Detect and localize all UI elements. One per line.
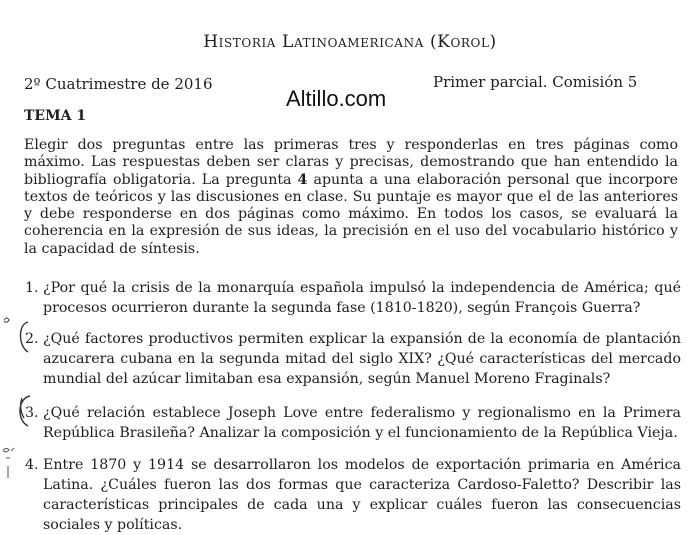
instructions-text-1: Elegir dos preguntas entre las primeras tres y responderlas en tres páginas como máximo. Las respuestas deben ser claras y precisas, demostrando que han entendido la bibliografía obligatoria. La pregunta <box>24 137 678 188</box>
watermark: Altillo.com <box>286 86 387 111</box>
semester-label: 2º Cuatrimestre de 2016 <box>24 75 213 93</box>
page-title: Historia Latinoamericana (Korol) <box>203 32 497 52</box>
question-number: 1. <box>25 280 39 296</box>
instructions-paragraph <box>24 137 678 258</box>
instructions-bold-number: 4 <box>297 171 308 188</box>
question-text: ¿Por qué la crisis de la monarquía española impulsó la independencia de América; qué procesos ocurrieron durante la segunda fase (1810-1820), según François Guerra? <box>43 280 681 316</box>
section-title: TEMA 1 <box>24 108 87 124</box>
instructions-text-2: apunta a una elaboración personal que incorpore textos de teóricos y las discusiones en clase. Su puntaje es mayor que el de las anteriores y debe responderse en dos páginas como máximo. En todos los casos, se evaluará la coherencia en la expresión de sus ideas, la precisión en el uso del vocabulario histórico y la capacidad de síntesis. <box>24 171 678 257</box>
pen-scribble <box>3 448 14 458</box>
question-text: Entre 1870 y 1914 se desarrollaron los modelos de exportación primaria en América Latina. ¿Cuáles fueron las dos formas que caracteriza Cardoso-Faletto? Describir las características principales de cada una y explicar cuáles fueron las consecuencias sociales y políticas. <box>43 457 681 533</box>
handwritten-marks <box>0 312 48 502</box>
question-number: 3. <box>25 405 39 421</box>
question-number: 4. <box>25 457 39 473</box>
exam-label: Primer parcial. Comisión 5 <box>433 73 638 91</box>
circle-mark-2 <box>21 322 29 352</box>
circle-mark-3 <box>20 396 30 426</box>
question-text: ¿Qué factores productivos permiten explicar la expansión de la economía de plantación azucarera cubana en la segunda mitad del siglo XIX? ¿Qué características del mercado mundial del azúcar limitaban esa expansión, según Manuel Moreno Fraginals? <box>43 331 681 387</box>
question-number: 2. <box>25 331 39 347</box>
question-text: ¿Qué relación establece Joseph Love entre federalismo y regionalismo en la Primera República Brasileña? Analizar la composición y el funcionamiento de la República Vieja. <box>43 405 681 441</box>
pen-scribble <box>4 318 9 322</box>
